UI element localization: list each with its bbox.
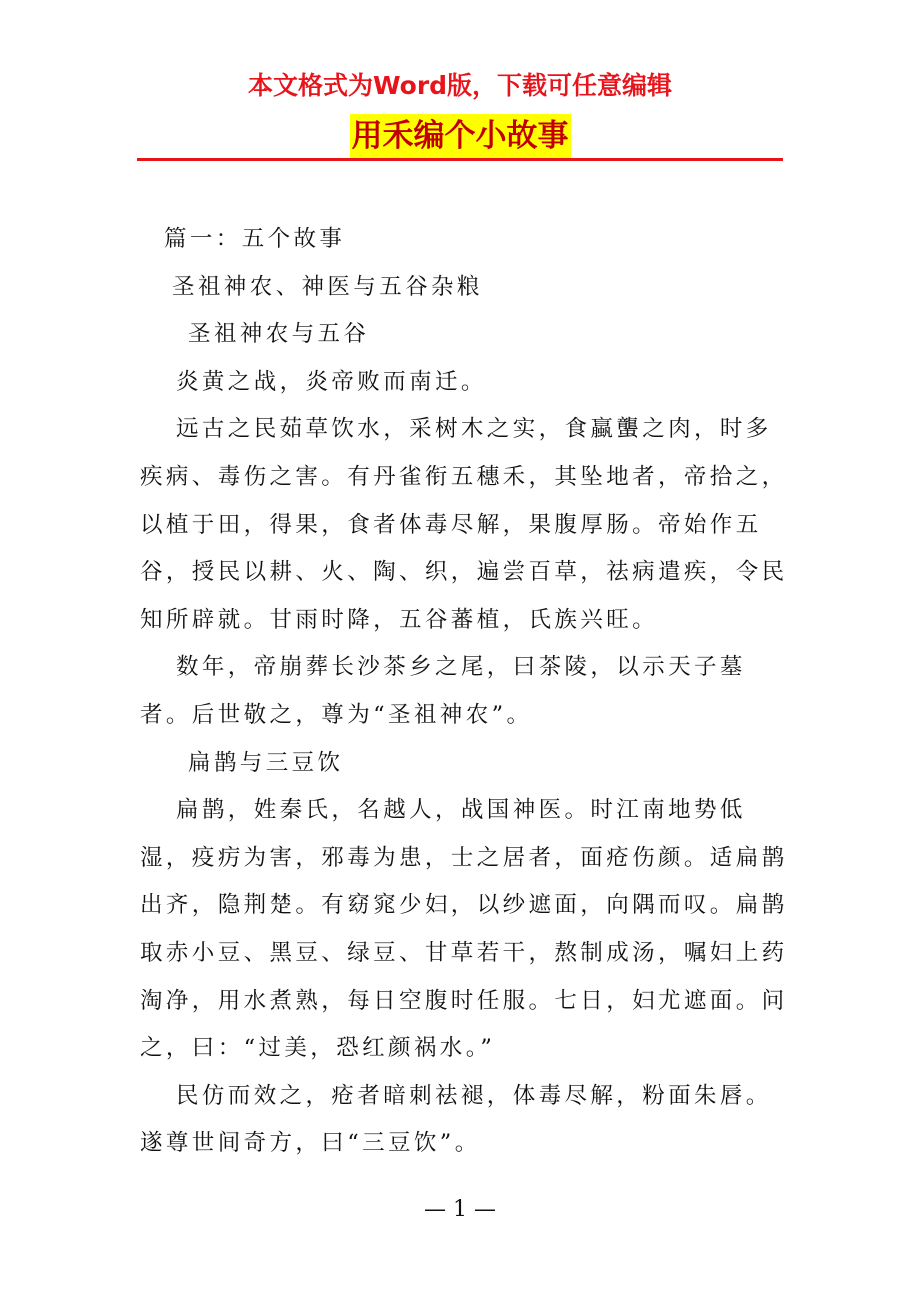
document-title: 用禾编个小故事 [350, 114, 571, 158]
banner-notice: 本文格式为Word版，下载可任意编辑 [247, 71, 673, 100]
paragraph: 炎黄之战，炎帝败而南迁。 [176, 368, 487, 395]
page-number: — 1 — [424, 1197, 496, 1222]
document-body [140, 216, 790, 1168]
story-heading: 圣祖神农与五谷 [188, 321, 370, 348]
title-container [0, 114, 920, 158]
paragraph: 数年，帝崩葬长沙茶乡之尾，曰茶陵，以示天子墓者。后世敬之，尊为“圣祖神农”。 [140, 654, 746, 728]
paragraph: 扁鹊，姓秦氏，名越人，战国神医。时江南地势低湿，疫疠为害，邪毒为患，士之居者，面疮伤颜。适扁鹊出齐，隐荆楚。有窈窕少妇，以纱遮面，向隅而叹。扁鹊取赤小豆、黑豆、绿豆、甘草若干，熬制成汤，嘱妇上药淘净，用水煮熟，每日空腹时任服。七日，妇尤遮面。问之，曰：“过美，恐红颜祸水。” [140, 797, 788, 1062]
story-heading: 扁鹊与三豆饮 [188, 749, 344, 776]
section-heading: 篇一：五个故事 [164, 226, 346, 252]
subsection-heading: 圣祖神农、神医与五谷杂粮 [172, 273, 483, 300]
paragraph: 民仿而效之，疮者暗刺祛褪，体毒尽解，粉面朱唇。遂尊世间奇方，曰“三豆饮”。 [140, 1082, 772, 1157]
title-divider [137, 158, 783, 161]
paragraph: 远古之民茹草饮水，采树木之实，食蠃蠪之肉，时多疾病、毒伤之害。有丹雀衔五穗禾，其坠地者，帝拾之，以植于田，得果，食者体毒尽解，果腹厚肠。帝始作五谷，授民以耕、火、陶、织，遍尝百草，祛病遣疾，令民知所辟就。甘雨时降，五谷蕃植，氏族兴旺。 [140, 416, 788, 633]
